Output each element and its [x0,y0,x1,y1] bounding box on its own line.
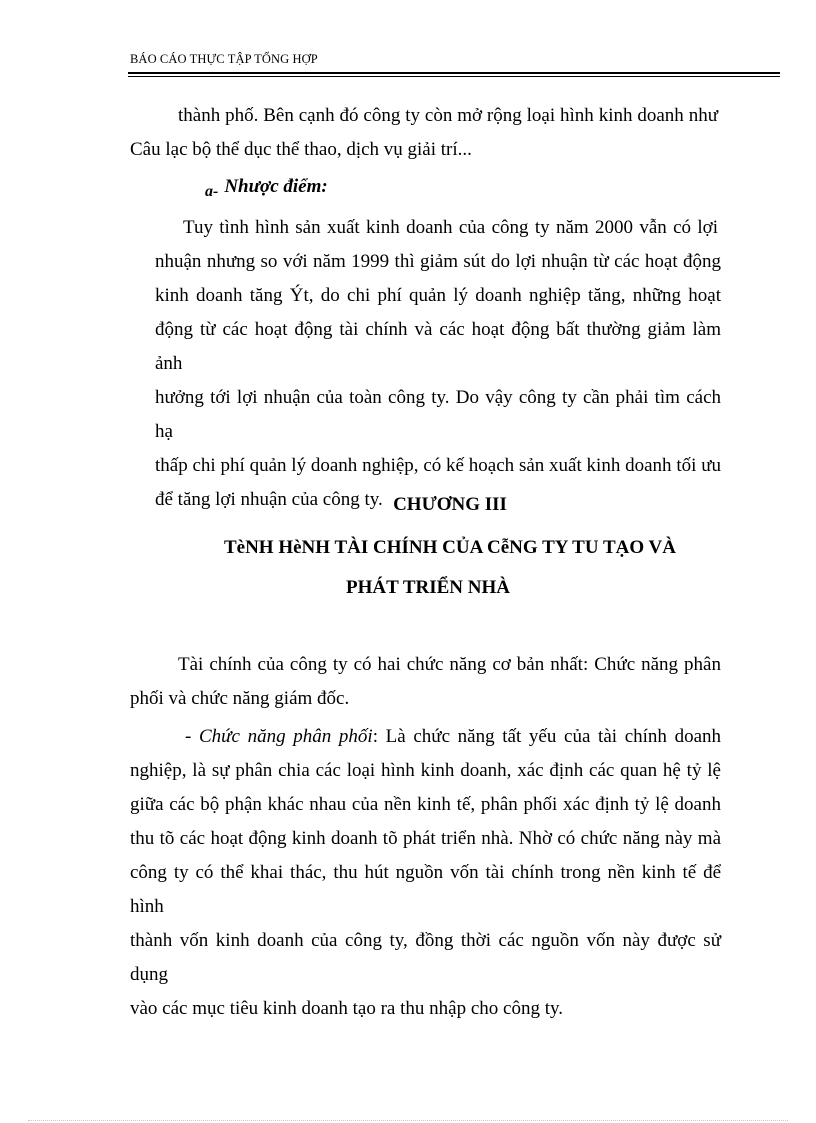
distribution-first-rest: : Là chức năng tất yếu của tài chính doanh [372,726,721,747]
weakness-line-2: nhuận nhưng so với năm 1999 thì giảm sút do lợi nhuận từ các hoạt động [155,251,721,272]
chapter-number: CHƯƠNG III [393,494,507,515]
intro-paragraph-end [130,133,718,167]
intro-paragraph [178,99,718,133]
weakness-paragraph [155,245,721,517]
finance-line-1: Tài chính của công ty có hai chức năng cơ bản nhất: Chức năng phân [178,654,721,675]
finance-paragraph-end [130,682,721,716]
weakness-line-1: Tuy tình hình sản xuất kinh doanh của công ty năm 2000 vẫn có lợi [183,217,718,238]
weakness-heading [205,176,328,198]
distribution-line-5: công ty có thể khai thác, thu hút nguồn vốn tài chính trong nền kinh tế để hình [130,862,721,917]
distribution-paragraph-first [185,720,721,754]
page-bottom-border [28,1120,788,1121]
distribution-paragraph [130,754,721,1026]
intro-line-2: Câu lạc bộ thể dục thể thao, dịch vụ giải trí... [130,139,472,160]
weakness-paragraph-first [183,211,718,245]
finance-line-2: phối và chức năng giám đốc. [130,688,350,709]
intro-line-1: thành phố. Bên cạnh đó công ty còn mở rộng loại hình kinh doanh như [178,105,718,126]
chapter-title-line-1: TèNH HèNH TÀI CHÍNH CỦA CễNG TY TU TẠO VÀ [223,537,676,558]
distribution-line-1 [185,720,721,754]
distribution-line-4: thu tõ các hoạt động kinh doanh tõ phát triển nhà. Nhờ có chức năng này mà [130,828,721,849]
weakness-line-3: kinh doanh tăng Ýt, do chi phí quản lý doanh nghiệp tăng, những hoạt [155,285,721,306]
finance-paragraph-first [178,648,721,682]
distribution-line-3: giữa các bộ phận khác nhau của nền kinh tế, phân phối xác định tỷ lệ doanh [130,794,721,815]
distribution-line-7: vào các mục tiêu kinh doanh tạo ra thu nhập cho công ty. [130,998,563,1019]
header-rule-thick [128,72,780,74]
chapter-title-line-2: PHÁT TRIỂN NHÀ [346,577,510,598]
weakness-line-5: hưởng tới lợi nhuận của toàn công ty. Do vậy công ty cần phải tìm cách hạ [155,387,721,442]
distribution-line-6: thành vốn kinh doanh của công ty, đồng thời các nguồn vốn này được sử dụng [130,930,721,985]
distribution-line-2: nghiệp, là sự phân chia các loại hình kinh doanh, xác định các quan hệ tỷ lệ [130,760,721,781]
distribution-label: - Chức năng phân phối [185,726,373,747]
weakness-marker: a- [205,183,219,200]
weakness-line-4: động từ các hoạt động tài chính và các hoạt động bất thường giảm làm ảnh [155,319,721,374]
header-rule-thin [128,76,780,77]
weakness-title: Nhược điểm: [224,176,328,197]
weakness-line-7: để tăng lợi nhuận của công ty. [155,489,383,510]
report-header-title: BÁO CÁO THỰC TẬP TỔNG HỢP [130,52,318,66]
weakness-line-6: thấp chi phí quản lý doanh nghiệp, có kế hoạch sản xuất kinh doanh tối ưu [155,455,721,476]
